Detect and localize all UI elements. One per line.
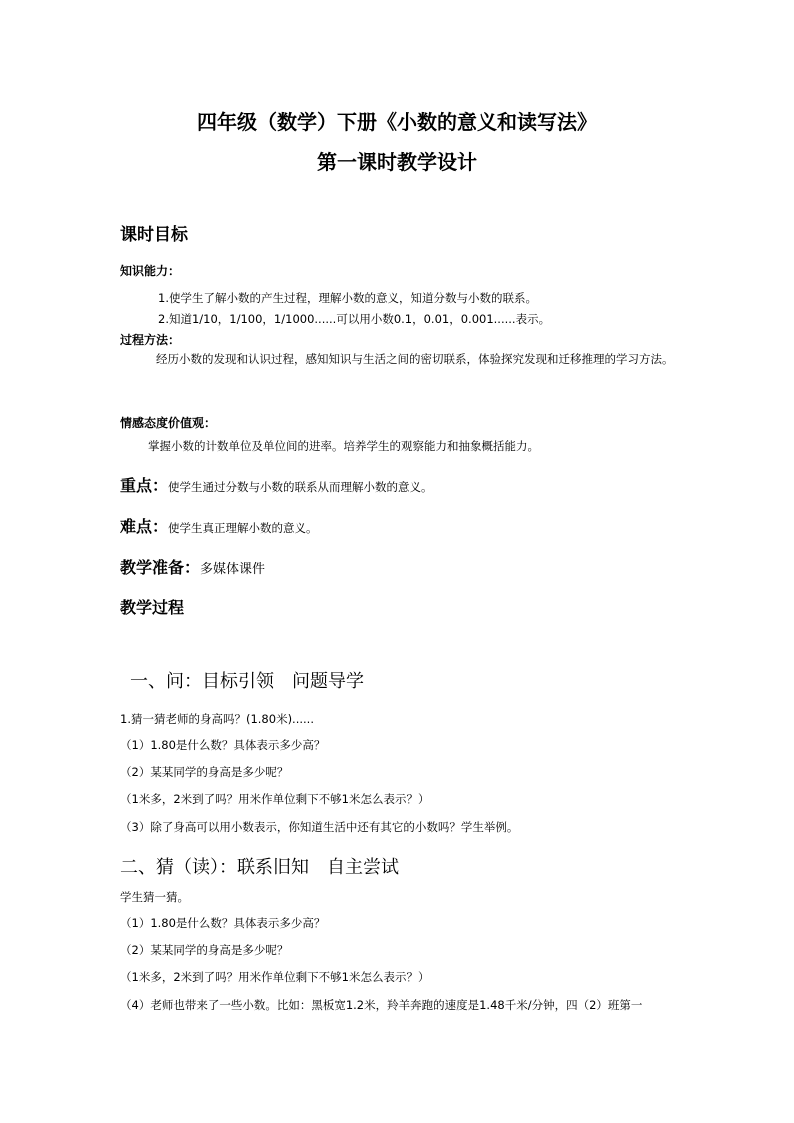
emotion-label: 情感态度价值观： (120, 416, 217, 430)
document-subtitle: 第一课时教学设计 (317, 150, 477, 174)
section2-line-3: （2）某某同学的身高是多少呢？ (120, 943, 289, 957)
difficulty-label: 难点： (120, 517, 169, 536)
knowledge-item-1: 1.使学生了解小数的产生过程，理解小数的意义，知道分数与小数的联系。 (158, 291, 537, 305)
section2-line-5: （4）老师也带来了一些小数。比如：黑板宽1.2米，羚羊奔跑的速度是1.48千米/分钟，四（2）班第一 (120, 998, 643, 1012)
section2-line-2: （1）1.80是什么数？具体表示多少高？ (120, 916, 326, 930)
knowledge-item-2: 2.知道1/10，1/100，1/1000......可以用小数0.1，0.01，0.001......表示。 (158, 312, 551, 326)
key-point (120, 473, 433, 496)
emotion-text: 掌握小数的计数单位及单位间的进率。培养学生的观察能力和抽象概括能力。 (148, 439, 539, 453)
section2-line-4: （1米多，2米到了吗？用米作单位剩下不够1米怎么表示？） (120, 970, 430, 984)
section2-line-1: 学生猜一猜。 (120, 890, 189, 904)
goals-heading: 课时目标 (120, 225, 188, 245)
key-point-label: 重点： (120, 476, 169, 495)
process-heading: 教学过程 (120, 598, 185, 617)
section2-heading: 二、猜（读）：联系旧知 自主尝试 (120, 857, 399, 878)
difficulty (120, 514, 318, 537)
section1-line-1: 1.猜一猜老师的身高吗？(1.80米)...... (120, 712, 314, 726)
preparation-label: 教学准备： (120, 558, 201, 577)
process-text: 经历小数的发现和认识过程，感知知识与生活之间的密切联系，体验探究发现和迁移推理的学习方法。 (156, 352, 674, 366)
section1-line-2: （1）1.80是什么数？具体表示多少高？ (120, 738, 326, 752)
process-label: 过程方法： (120, 333, 181, 347)
section1-line-3: （2）某某同学的身高是多少呢？ (120, 765, 289, 779)
knowledge-label: 知识能力： (120, 264, 181, 278)
section1-line-4: （1米多，2米到了吗？用米作单位剩下不够1米怎么表示？） (120, 792, 430, 806)
section1-heading: 一、问：目标引领 问题导学 (130, 671, 364, 692)
key-point-text: 使学生通过分数与小数的联系从而理解小数的意义。 (168, 480, 433, 494)
difficulty-text: 使学生真正理解小数的意义。 (168, 521, 318, 535)
preparation-text: 多媒体课件 (200, 562, 266, 577)
section1-line-5: （3）除了身高可以用小数表示，你知道生活中还有其它的小数吗？学生举例。 (120, 820, 519, 834)
preparation (120, 555, 265, 578)
document-title: 四年级（数学）下册《小数的意义和读写法》 (197, 110, 597, 134)
